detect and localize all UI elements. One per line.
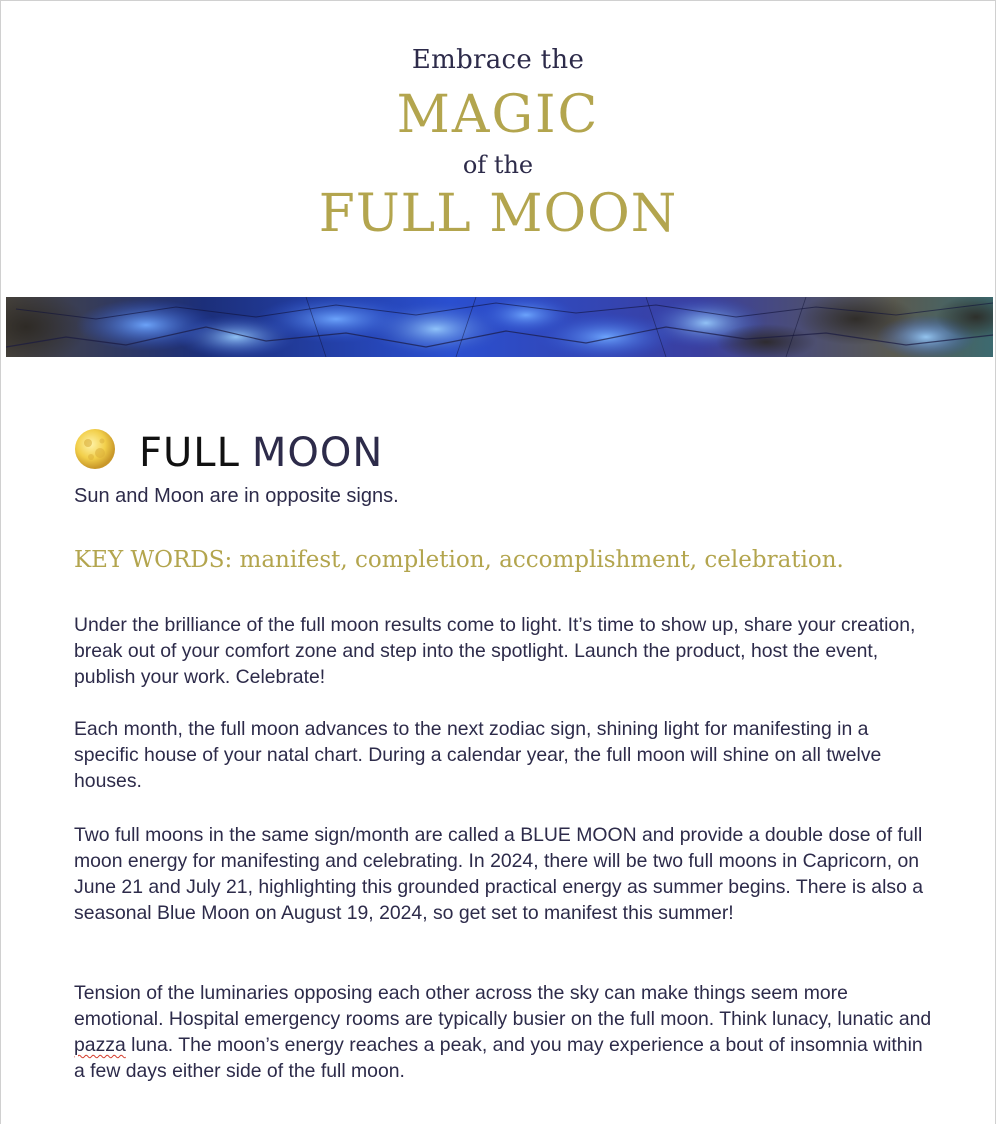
paragraph-4 — [74, 980, 934, 1084]
paragraph-4-text-after: luna. The moon’s energy reaches a peak, and you may experience a bout of insomnia within a few days either side of the full moon. — [74, 1034, 923, 1082]
keywords-line: KEY WORDS: manifest, completion, accomplishment, celebration. — [74, 547, 844, 573]
section-title — [73, 425, 383, 481]
header-line-magic: MAGIC — [396, 85, 600, 145]
section-title-moon: MOON — [251, 430, 384, 476]
labradorite-stone-banner-icon — [6, 297, 993, 357]
paragraph-2: Each month, the full moon advances to the next zodiac sign, shining light for manifesting in a specific house of your natal chart. During a calendar year, the full moon will shine on all twelve houses. — [74, 718, 882, 792]
paragraph-1: Under the brilliance of the full moon results come to light. It’s time to show up, share your creation, break out of your comfort zone and step into the spotlight. Launch the product, host the event, publish your work. Celebrate! — [74, 614, 916, 688]
section-subtitle: Sun and Moon are in opposite signs. — [74, 485, 399, 507]
full-moon-icon — [73, 427, 117, 471]
header-line-of-the: of the — [462, 151, 534, 179]
misspelled-word[interactable]: pazza — [74, 1034, 126, 1056]
header-line-full-moon: FULL MOON — [318, 184, 678, 244]
labradorite-banner-image — [6, 297, 993, 357]
paragraph-3: Two full moons in the same sign/month are called a BLUE MOON and provide a double dose of full moon energy for manifesting and celebrating. In 2024, there will be two full moons in Capricorn, on June 21 and July 21, highlighting this grounded practical energy as summer begins. There is also a seasonal Blue Moon on August 19, 2024, so get set to manifest this summer! — [74, 824, 924, 924]
header-line-embrace: Embrace the — [411, 45, 585, 75]
section-title-full: FULL — [139, 430, 240, 476]
paragraph-4-text-before: Tension of the luminaries opposing each other across the sky can make things seem more emotional. Hospital emergency rooms are typically busier on the full moon. Think lunacy, lunatic and — [74, 982, 932, 1030]
